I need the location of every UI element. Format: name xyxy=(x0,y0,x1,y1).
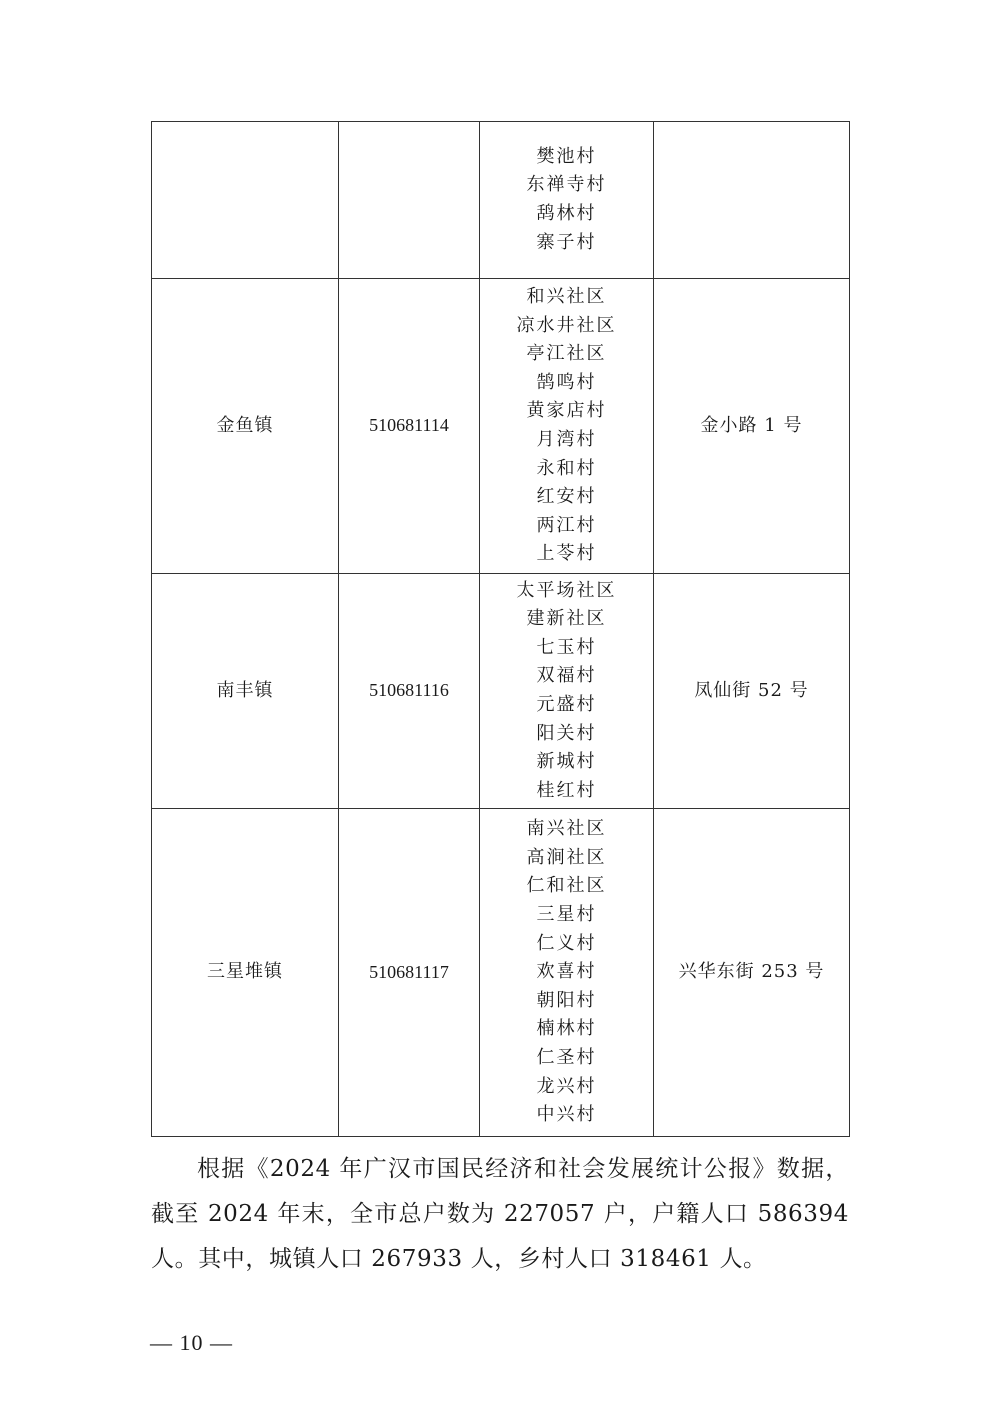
code-cell xyxy=(339,574,480,809)
village-item: 樊池村 xyxy=(536,145,597,167)
village-item: 上苓村 xyxy=(536,543,597,565)
office-address: 兴华东街 253 号 xyxy=(678,961,825,983)
address-cell xyxy=(654,574,850,809)
town-name: 金鱼镇 xyxy=(216,414,274,436)
village-list xyxy=(480,143,653,257)
village-item: 朝阳村 xyxy=(536,989,597,1011)
village-list xyxy=(480,577,653,806)
table-row xyxy=(152,574,850,809)
address-cell xyxy=(654,279,850,574)
division-code: 510681117 xyxy=(369,961,449,982)
village-item: 新城村 xyxy=(536,751,597,773)
villages-cell xyxy=(480,122,654,279)
address-cell xyxy=(654,122,850,279)
village-item: 鹄鸣村 xyxy=(536,371,597,393)
village-item: 永和村 xyxy=(536,457,597,479)
office-address: 凤仙街 52 号 xyxy=(694,679,809,701)
village-item: 红安村 xyxy=(536,486,597,508)
village-item: 三星村 xyxy=(536,904,597,926)
village-item: 元盛村 xyxy=(536,694,597,715)
town-cell xyxy=(152,809,339,1137)
code-cell xyxy=(339,279,480,574)
town-name: 南丰镇 xyxy=(216,679,274,701)
village-list xyxy=(480,283,653,569)
village-item: 太平场社区 xyxy=(516,579,617,601)
code-cell xyxy=(339,809,480,1137)
village-item: 仁义村 xyxy=(536,932,597,954)
village-item: 高涧社区 xyxy=(526,846,607,868)
villages-cell xyxy=(480,809,654,1137)
village-item: 黄家店村 xyxy=(526,400,607,422)
village-item: 楠林村 xyxy=(536,1018,597,1040)
village-item: 仁圣村 xyxy=(536,1046,597,1068)
division-code: 510681114 xyxy=(369,415,449,436)
town-name: 三星堆镇 xyxy=(207,961,283,983)
village-item: 仁和社区 xyxy=(526,875,607,897)
division-code: 510681116 xyxy=(369,680,449,701)
villages-cell xyxy=(480,574,654,809)
code-cell xyxy=(339,122,480,279)
village-list xyxy=(480,815,653,1130)
village-item: 和兴社区 xyxy=(526,286,607,308)
village-item: 凉水井社区 xyxy=(516,314,617,336)
administrative-division-table xyxy=(151,121,850,1137)
villages-cell xyxy=(480,279,654,574)
village-item: 月湾村 xyxy=(536,429,597,450)
village-item: 桂红村 xyxy=(536,779,597,801)
page-number: — 10 — xyxy=(150,1330,233,1355)
table-row xyxy=(152,809,850,1137)
statistics-paragraph: 根据《2024 年广汉市国民经济和社会发展统计公报》数据，截至 2024 年末，全市总户数为 227057 户，户籍人口 586394 人。其中，城镇人口 267933 人，乡村人口 318461 人。 xyxy=(151,1156,849,1272)
village-item: 欢喜村 xyxy=(536,961,597,983)
village-item: 七玉村 xyxy=(536,636,597,658)
village-item: 阳关村 xyxy=(536,722,597,744)
village-item: 建新社区 xyxy=(526,608,607,630)
village-item: 中兴村 xyxy=(536,1104,597,1126)
village-item: 东禅寺村 xyxy=(526,174,607,196)
town-cell xyxy=(152,574,339,809)
town-cell xyxy=(152,279,339,574)
town-cell xyxy=(152,122,339,279)
table-row xyxy=(152,122,850,279)
village-item: 寨子村 xyxy=(536,231,597,253)
village-item: 两江村 xyxy=(536,514,597,536)
village-item: 亭江社区 xyxy=(526,343,607,365)
village-item: 双福村 xyxy=(536,665,597,687)
village-item: 鸹林村 xyxy=(536,203,597,224)
village-item: 龙兴村 xyxy=(536,1075,597,1097)
address-cell xyxy=(654,809,850,1137)
office-address: 金小路 1 号 xyxy=(700,414,803,436)
table-row xyxy=(152,279,850,574)
village-item: 南兴社区 xyxy=(526,818,607,840)
